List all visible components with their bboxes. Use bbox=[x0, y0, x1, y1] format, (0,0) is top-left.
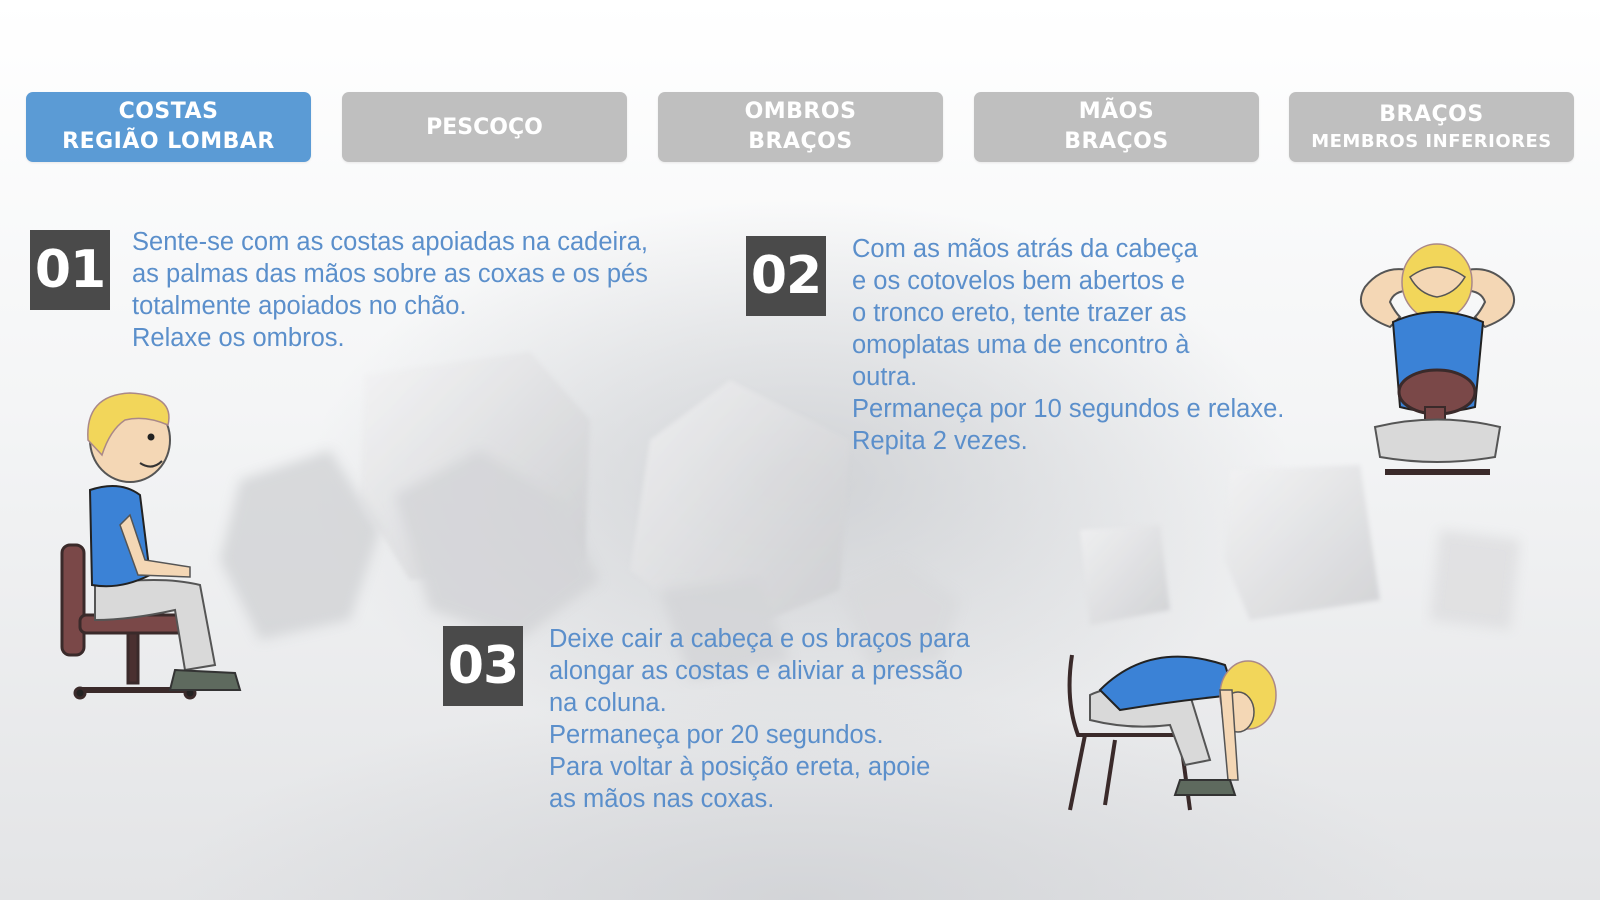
instruction-line: Com as mãos atrás da cabeça bbox=[852, 235, 1198, 263]
tab-label: BRAÇOS bbox=[1379, 102, 1484, 127]
instruction-line: na coluna. bbox=[549, 689, 667, 717]
category-tabs bbox=[26, 92, 1574, 162]
tab-maos[interactable] bbox=[974, 92, 1259, 162]
seated-upright-illustration bbox=[50, 385, 260, 725]
instruction-line: Para voltar à posição ereta, apoie bbox=[549, 753, 931, 781]
tab-sublabel: BRAÇOS bbox=[748, 129, 853, 154]
step-3-instructions bbox=[549, 623, 970, 815]
tab-ombros[interactable] bbox=[658, 92, 943, 162]
bent-forward-illustration bbox=[1060, 640, 1290, 830]
instruction-line: as mãos nas coxas. bbox=[549, 785, 775, 813]
instruction-line: totalmente apoiados no chão. bbox=[132, 292, 467, 320]
instruction-line: outra. bbox=[852, 363, 918, 391]
instruction-line: Permaneça por 10 segundos e relaxe. bbox=[852, 395, 1285, 423]
tab-label: MÃOS bbox=[1078, 99, 1155, 124]
instruction-line: Sente-se com as costas apoiadas na cadeira, bbox=[132, 228, 648, 256]
step-2-instructions bbox=[852, 233, 1284, 457]
step-number-badge: 03 bbox=[443, 626, 523, 706]
tab-costas[interactable] bbox=[26, 92, 311, 162]
instruction-line: Permaneça por 20 segundos. bbox=[549, 721, 884, 749]
instruction-line: Deixe cair a cabeça e os braços para bbox=[549, 625, 970, 653]
tab-label: OMBROS bbox=[744, 99, 857, 124]
step-number-badge: 02 bbox=[746, 236, 826, 316]
tab-bracos[interactable] bbox=[1289, 92, 1574, 162]
instruction-line: o tronco ereto, tente trazer as bbox=[852, 299, 1187, 327]
instruction-line: omoplatas uma de encontro à bbox=[852, 331, 1190, 359]
instruction-line: as palmas das mãos sobre as coxas e os pés bbox=[132, 260, 648, 288]
step-1-instructions bbox=[132, 226, 648, 354]
hands-behind-head-illustration bbox=[1345, 232, 1535, 487]
tab-label: PESCOÇO bbox=[426, 114, 543, 140]
tab-sublabel: BRAÇOS bbox=[1064, 129, 1169, 154]
step-number-badge: 01 bbox=[30, 230, 110, 310]
tab-pescoco[interactable] bbox=[342, 92, 627, 162]
instruction-line: alongar as costas e aliviar a pressão bbox=[549, 657, 963, 685]
tab-sublabel: MEMBROS INFERIORES bbox=[1311, 131, 1552, 152]
instruction-line: Repita 2 vezes. bbox=[852, 427, 1028, 455]
instruction-line: e os cotovelos bem abertos e bbox=[852, 267, 1186, 295]
tab-label: COSTAS bbox=[118, 99, 219, 124]
instruction-line: Relaxe os ombros. bbox=[132, 324, 345, 352]
tab-sublabel: REGIÃO LOMBAR bbox=[62, 129, 275, 154]
chair-back bbox=[62, 545, 84, 655]
